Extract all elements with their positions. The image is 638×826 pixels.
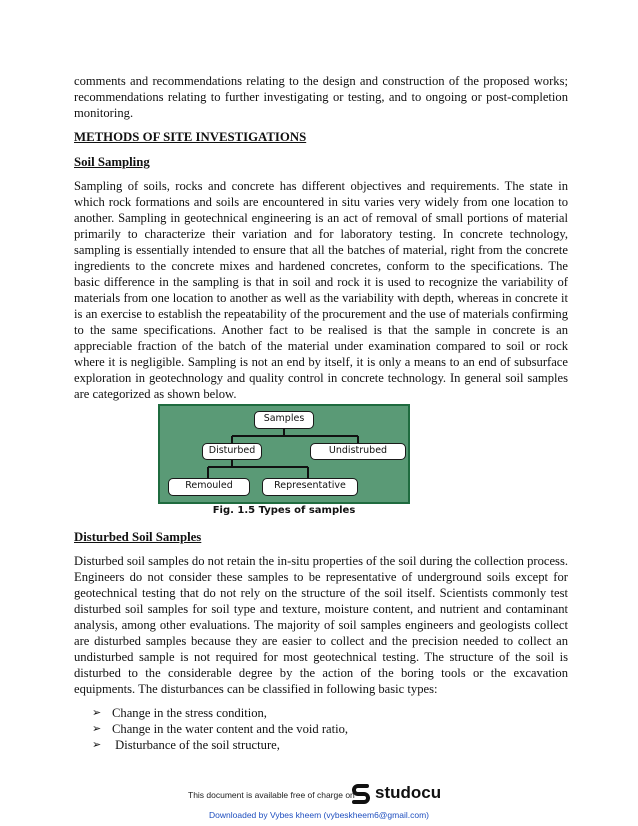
soil-sampling-heading: Soil Sampling	[74, 155, 150, 169]
studocu-s-icon	[350, 782, 372, 804]
studocu-logo[interactable]	[350, 782, 441, 804]
node-remoulded: Remouled	[168, 478, 250, 496]
sample-types-figure	[158, 404, 410, 504]
soil-sampling-paragraph: Sampling of soils, rocks and concrete has different objectives and requirements. The state in which rock formations and soils are encountered in situ varies very widely from one location to another. Sampling in geotechnical engineering is an act of removal of small portions of material primarily to characterize their variation and for laboratory testing. In concrete technology, sampling is essentially intended to ensure that all the batches of material, right from the concrete ingredients to the concrete mixes and hardened concretes, conform to the specifications. The basic difference in the sampling is that in soil and rock it is used to recognize the variability of materials from one location to another as well as the variability with depth, whereas in concrete it is an exercise to establish the repeatability of the procurement and the use of materials confirming to the same specifications. Another fact to be realised is that the sample in concrete is an appreciable fraction of the batch of the material under examination compared to soil or rock where it is negligible. Sampling is not an end by itself, it is only a means to an end of subsurface exploration in geotechnology and quality control in concrete technology. In general soil samples are categorized as shown below.	[74, 179, 568, 401]
list-item	[92, 705, 562, 721]
list-item	[92, 737, 562, 753]
list-item-text: Change in the stress condition,	[112, 706, 267, 720]
arrowhead-bullet-icon: ➢	[92, 707, 102, 719]
disturbance-types-list	[92, 705, 562, 753]
disturbed-samples-paragraph: Disturbed soil samples do not retain the in-situ properties of the soil during the collection process. Engineers do not consider these samples to be representative of underground soils except for geotechnical testing that do not rely on the structure of the soil itself. Scientists commonly test disturbed soil samples for soil type and texture, moisture content, and nutrient and contaminant analysis, among other evaluations. The majority of soil samples engineers and geologists collect are disturbed samples because they are easier to collect and the precision needed to collect an undisturbed sample is not required for most geotechnical testing. The structure of the soil is disturbed to the considerable degree by the action of the boring tools or the excavation equipments. The disturbances can be classified in following basic types:	[74, 554, 568, 696]
list-item	[92, 721, 562, 737]
footer-download-note: Downloaded by Vybes kheem (vybeskheem6@gmail.com)	[209, 810, 429, 820]
node-disturbed: Disturbed	[202, 443, 262, 460]
footer-availability-note: This document is available free of charge on	[188, 790, 355, 800]
disturbed-samples-heading: Disturbed Soil Samples	[74, 530, 202, 544]
node-undisturbed: Undistrubed	[310, 443, 406, 460]
arrowhead-bullet-icon: ➢	[92, 723, 102, 735]
studocu-logo-text: studocu	[375, 783, 442, 802]
figure-caption: Fig. 1.5 Types of samples	[212, 505, 356, 516]
node-representative: Representative	[262, 478, 358, 496]
arrowhead-bullet-icon: ➢	[92, 739, 102, 751]
methods-heading: METHODS OF SITE INVESTIGATIONS	[74, 130, 307, 144]
intro-paragraph: comments and recommendations relating to the design and construction of the proposed works; recommendations relating to further investigating or testing, and to ongoing or post-completion monitoring.	[74, 74, 568, 120]
node-samples: Samples	[254, 411, 314, 429]
list-item-text: Disturbance of the soil structure,	[112, 738, 280, 752]
list-item-text: Change in the water content and the void ratio,	[112, 722, 349, 736]
